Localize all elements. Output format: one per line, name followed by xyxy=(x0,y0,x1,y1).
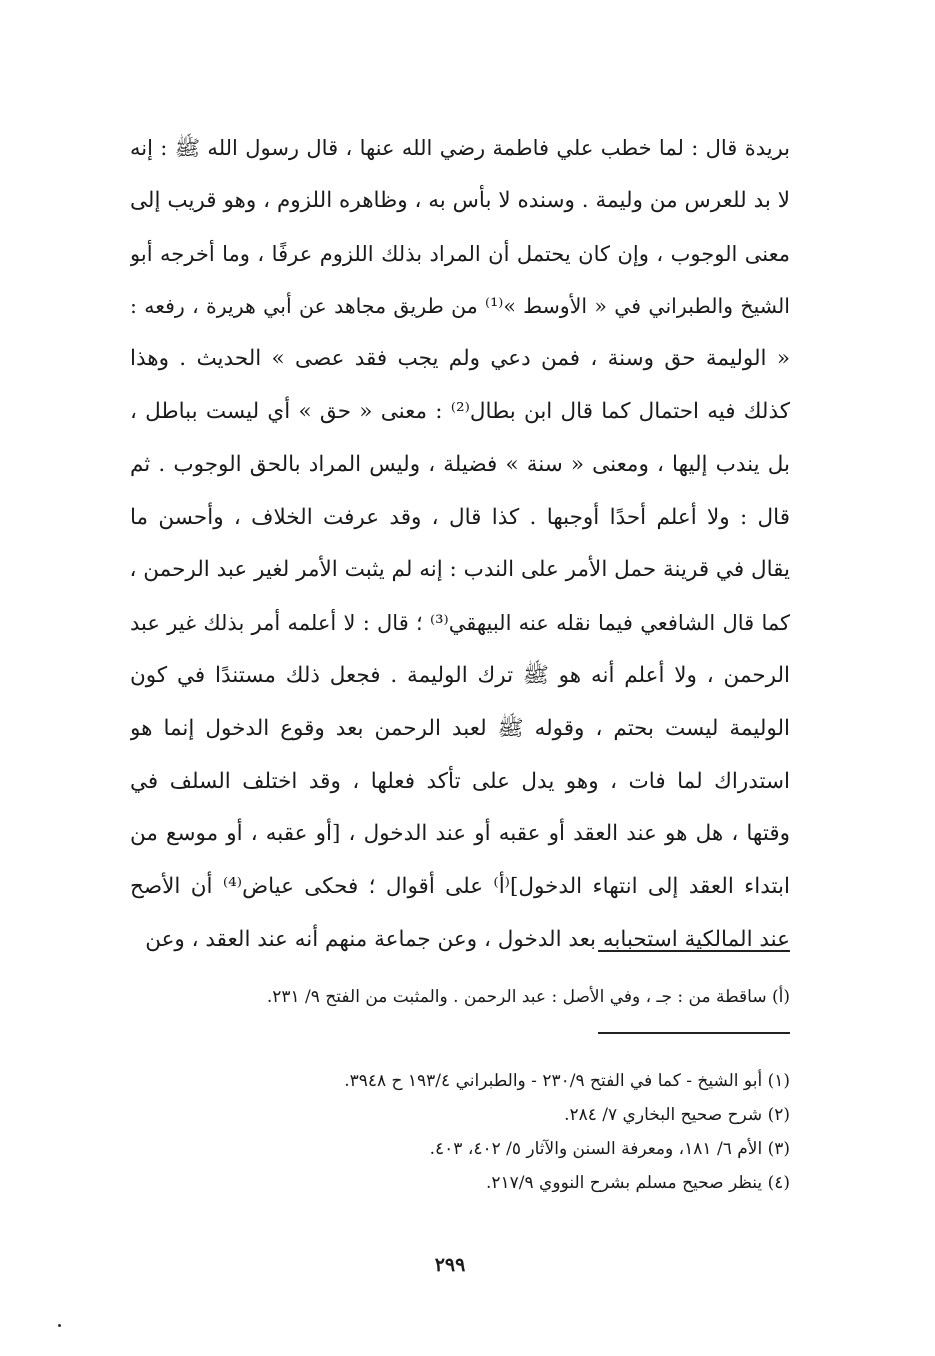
footnote-letter-a: (أ) ساقطة من : جـ ، وفي الأصل : عبد الرحمن . والمثبت من الفتح ٩/ ٢٣١. xyxy=(266,987,790,1007)
text-line: « الوليمة حق وسنة ، فمن دعي ولم يجب فقد عصى » الحديث . وهذا xyxy=(130,346,790,372)
footnote-3: (٣) الأم ٦/ ١٨١، ومعرفة السنن والآثار ٥/ ٤٠٢، ٤٠٣. xyxy=(429,1139,790,1159)
text-line: استدراك لما فات ، وهو يدل على تأكد فعلها ، وقد اختلف السلف في xyxy=(130,768,790,794)
text-line: معنى الوجوب ، وإن كان يحتمل أن المراد بذلك اللزوم عرفًا ، وما أخرجه أبو xyxy=(130,241,790,266)
text-line: قال : ولا أعلم أحدًا أوجبها . كذا قال ، وقد عرفت الخلاف ، وأحسن ما xyxy=(130,504,790,530)
text-line: بل يندب إليها ، ومعنى « سنة » فضيلة ، وليس المراد بالحق الوجوب . ثم xyxy=(130,451,790,477)
text-line: وقتها ، هل هو عند العقد أو عقبه أو عند الدخول ، [أو عقبه ، أو موسع من xyxy=(130,821,790,847)
numbered-footnotes xyxy=(140,1064,790,1200)
text-line: الوليمة ليست بحتم ، وقوله ﷺ لعبد الرحمن بعد وقوع الدخول إنما هو xyxy=(130,715,790,741)
footnote-2: (٢) شرح صحيح البخاري ٧/ ٢٨٤. xyxy=(564,1105,790,1125)
footnote-divider-letter xyxy=(598,950,790,952)
text-line: الرحمن ، ولا أعلم أنه هو ﷺ ترك الوليمة . فجعل ذلك مستندًا في كون xyxy=(130,662,790,688)
scan-speck xyxy=(58,1324,61,1327)
letter-footnotes xyxy=(140,980,790,1014)
page-number: ٢٩٩ xyxy=(434,1254,466,1276)
text-line: ابتداء العقد إلى انتهاء الدخول]⁽أ⁾ على أقوال ؛ فحكى عياض⁽⁴⁾ أن الأصح xyxy=(130,874,790,900)
footnote-1: (١) أبو الشيخ - كما في الفتح ٢٣٠/٩ - والطبراني ١٩٣/٤ ح ٣٩٤٨. xyxy=(344,1071,790,1091)
footnote-4: (٤) ينظر صحيح مسلم بشرح النووي ٢١٧/٩. xyxy=(485,1173,790,1193)
text-line: بريدة قال : لما خطب علي فاطمة رضي الله عنها ، قال رسول الله ﷺ : إنه xyxy=(130,136,790,160)
text-line: يقال في قرينة حمل الأمر على الندب : إنه لم يثبت الأمر لغير عبد الرحمن ، xyxy=(130,557,790,583)
main-text-block xyxy=(130,122,790,967)
text-line: كما قال الشافعي فيما نقله عنه البيهقي⁽³⁾ ؛ قال : لا أعلمه أمر بذلك غير عبد xyxy=(130,611,790,636)
text-line: لا بد للعرس من وليمة . وسنده لا بأس به ، وظاهره اللزوم ، وهو قريب إلى xyxy=(130,187,790,213)
footnote-divider-numbered xyxy=(598,1032,790,1034)
text-line: الشيخ والطبراني في « الأوسط »⁽¹⁾ من طريق مجاهد عن أبي هريرة ، رفعه : xyxy=(130,294,790,319)
text-line: عند المالكية استحبابه بعد الدخول ، وعن جماعة منهم أنه عند العقد ، وعن xyxy=(145,926,790,952)
text-line: كذلك فيه احتمال كما قال ابن بطال⁽²⁾ : معنى « حق » أي ليست بباطل ، xyxy=(130,398,790,424)
